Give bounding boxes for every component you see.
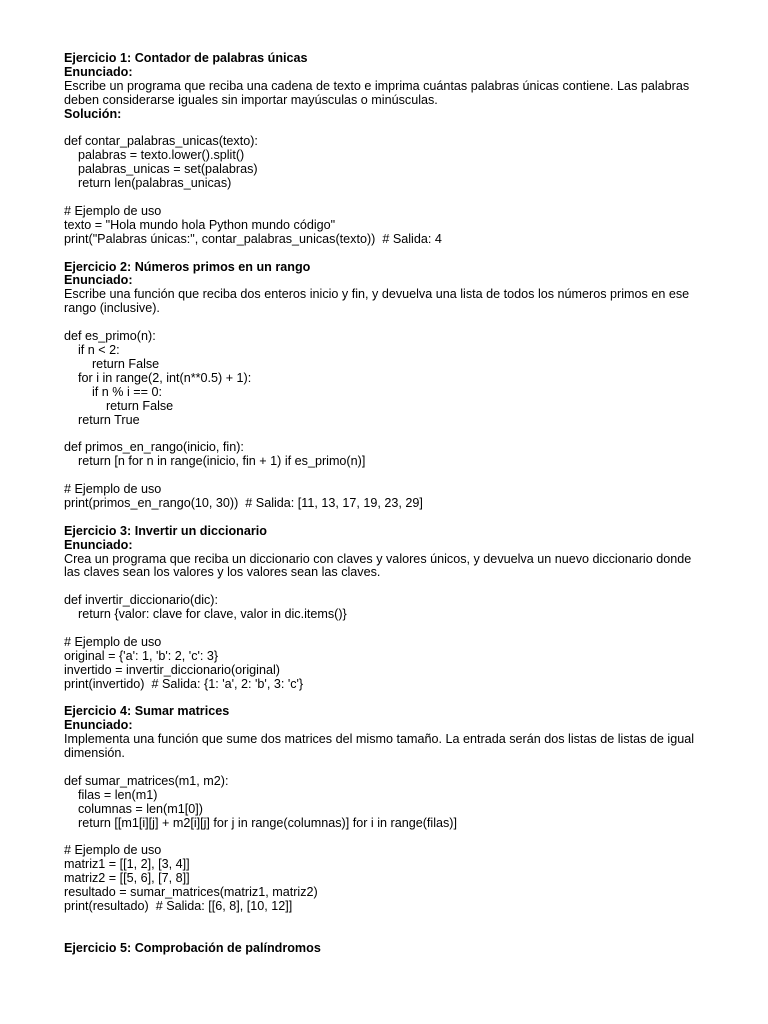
code-line: palabras_unicas = set(palabras) bbox=[64, 162, 258, 177]
code-line: matriz2 = [[5, 6], [7, 8]] bbox=[64, 871, 190, 886]
code-line: print(resultado) # Salida: [[6, 8], [10, 12]] bbox=[64, 899, 293, 914]
code-line bbox=[64, 622, 768, 636]
exercise-3-enunciado-label: Enunciado: bbox=[64, 537, 133, 552]
code-line: palabras = texto.lower().split() bbox=[64, 148, 245, 163]
code-line: return [n for n in range(inicio, fin + 1) if es_primo(n)] bbox=[64, 454, 366, 469]
code-line: original = {'a': 1, 'b': 2, 'c': 3} bbox=[64, 648, 219, 663]
exercise-4-title: Ejercicio 4: Sumar matrices bbox=[64, 704, 230, 719]
code-line: def primos_en_rango(inicio, fin): bbox=[64, 440, 244, 455]
exercise-3-title: Ejercicio 3: Invertir un diccionario bbox=[64, 523, 267, 538]
code-line: filas = len(m1) bbox=[64, 787, 158, 802]
code-line: def invertir_diccionario(dic): bbox=[64, 593, 218, 608]
code-line: print(primos_en_rango(10, 30)) # Salida: [11, 13, 17, 19, 23, 29] bbox=[64, 495, 423, 510]
exercise-3-enunciado: Crea un programa que reciba un diccionario con claves y valores únicos, y devuelva un nuevo diccionario donde las claves sean los valores y los valores sean las claves. bbox=[64, 551, 692, 580]
code-line: return True bbox=[64, 412, 140, 427]
code-line: def contar_palabras_unicas(texto): bbox=[64, 134, 258, 149]
code-line: # Ejemplo de uso bbox=[64, 634, 162, 649]
exercise-2-enunciado: Escribe una función que reciba dos enteros inicio y fin, y devuelva una lista de todos los números primos en ese rango (inclusive). bbox=[64, 287, 690, 316]
code-line: def sumar_matrices(m1, m2): bbox=[64, 773, 229, 788]
code-line: return False bbox=[64, 398, 174, 413]
code-line: # Ejemplo de uso bbox=[64, 482, 162, 496]
exercise-3-code bbox=[64, 594, 768, 691]
code-line bbox=[64, 427, 768, 441]
code-line bbox=[64, 831, 768, 845]
code-line: print("Palabras únicas:", contar_palabras_unicas(texto)) # Salida: 4 bbox=[64, 231, 442, 246]
code-line bbox=[64, 469, 768, 483]
exercise-4-enunciado: Implementa una función que sume dos matrices del mismo tamaño. La entrada serán dos listas de listas de igual dimensión. bbox=[64, 732, 695, 761]
code-line: if n % i == 0: bbox=[64, 384, 162, 399]
code-line: return [[m1[i][j] + m2[i][j] for j in range(columnas)] for i in range(filas)] bbox=[64, 815, 457, 830]
code-line: # Ejemplo de uso bbox=[64, 843, 162, 858]
code-line: return False bbox=[64, 356, 160, 371]
exercise-1-title: Ejercicio 1: Contador de palabras únicas bbox=[64, 51, 308, 65]
exercise-2-title: Ejercicio 2: Números primos en un rango bbox=[64, 259, 311, 274]
code-line: for i in range(2, int(n**0.5) + 1): bbox=[64, 370, 252, 385]
code-line: columnas = len(m1[0]) bbox=[64, 801, 203, 816]
exercise-1-enunciado-label: Enunciado: bbox=[64, 64, 133, 79]
code-line: print(invertido) # Salida: {1: 'a', 2: 'b', 3: 'c'} bbox=[64, 676, 304, 691]
code-line: if n < 2: bbox=[64, 342, 120, 357]
code-line: # Ejemplo de uso bbox=[64, 203, 162, 218]
exercise-1-code bbox=[64, 135, 768, 246]
exercise-4-enunciado-label: Enunciado: bbox=[64, 718, 133, 733]
exercise-5-title: Ejercicio 5: Comprobación de palíndromos bbox=[64, 940, 321, 955]
exercise-4-code bbox=[64, 775, 768, 914]
code-line: matriz1 = [[1, 2], [3, 4]] bbox=[64, 857, 190, 872]
code-line: return len(palabras_unicas) bbox=[64, 176, 232, 191]
code-line: texto = "Hola mundo hola Python mundo código" bbox=[64, 217, 336, 232]
code-line bbox=[64, 191, 768, 205]
code-line: def es_primo(n): bbox=[64, 329, 156, 344]
exercise-1-solucion-label: Solución: bbox=[64, 106, 122, 121]
exercise-1-enunciado: Escribe un programa que reciba una cadena de texto e imprima cuántas palabras únicas contiene. Las palabras deben considerarse iguales sin importar mayúsculas o minúsculas. bbox=[64, 78, 690, 107]
exercise-2-code bbox=[64, 330, 768, 511]
code-line: invertido = invertir_diccionario(original) bbox=[64, 662, 280, 677]
code-line: return {valor: clave for clave, valor in dic.items()} bbox=[64, 607, 347, 622]
exercise-2-enunciado-label: Enunciado: bbox=[64, 273, 133, 288]
code-line: resultado = sumar_matrices(matriz1, matriz2) bbox=[64, 885, 318, 900]
